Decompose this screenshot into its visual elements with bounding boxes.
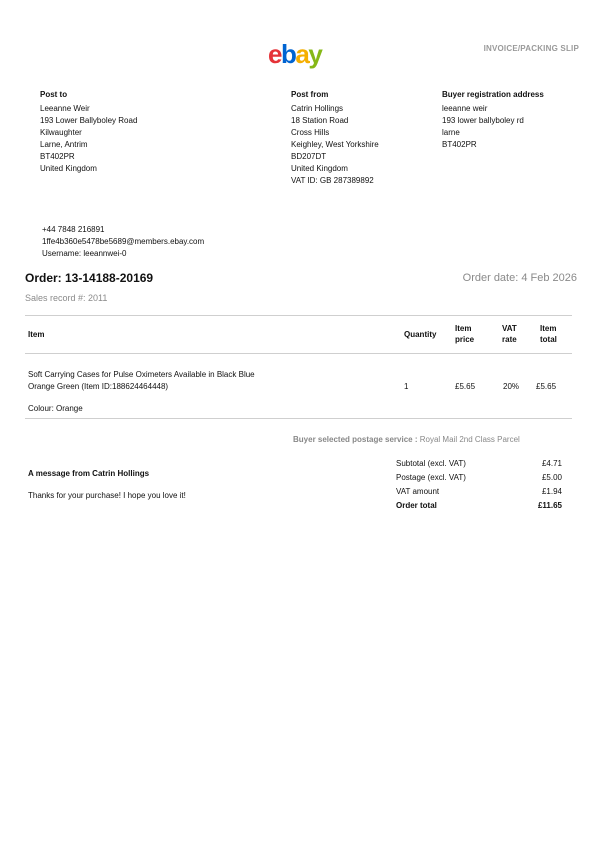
post-to-line: Leeanne Weir bbox=[40, 104, 90, 113]
order-number: Order: 13-14188-20169 bbox=[25, 271, 154, 285]
table-row bbox=[28, 369, 358, 393]
table-top-rule bbox=[25, 315, 572, 316]
item-variation: Colour: Orange bbox=[28, 404, 83, 413]
post-from-line: VAT ID: GB 287389892 bbox=[291, 176, 374, 185]
post-from-heading: Post from bbox=[291, 90, 329, 99]
buyer-registration-line: 193 lower ballyboley rd bbox=[442, 116, 524, 125]
buyer-registration-line: larne bbox=[442, 128, 460, 137]
post-from-line: BD207DT bbox=[291, 152, 327, 161]
order-date: Order date: 4 Feb 2026 bbox=[462, 272, 577, 284]
column-header-vat-rate-line: VAT bbox=[502, 324, 517, 333]
logo-letter-e: e bbox=[268, 39, 281, 69]
column-header-item-total-line: Item bbox=[540, 324, 557, 333]
post-to-line: BT402PR bbox=[40, 152, 75, 161]
vat-amount-value: £1.94 bbox=[541, 487, 562, 496]
post-from-line: United Kingdom bbox=[291, 164, 348, 173]
buyer-contact bbox=[42, 224, 204, 260]
logo-letter-b: b bbox=[280, 39, 296, 69]
postage-service-value: Royal Mail 2nd Class Parcel bbox=[419, 435, 520, 444]
column-header-vat-rate-line: rate bbox=[502, 335, 517, 344]
postage-value: £5.00 bbox=[541, 473, 562, 482]
post-to-line: United Kingdom bbox=[40, 164, 97, 173]
post-from-line: 18 Station Road bbox=[291, 116, 349, 125]
table-header-rule bbox=[25, 353, 572, 354]
buyer-registration-line: BT402PR bbox=[442, 140, 477, 149]
post-from-block bbox=[291, 89, 379, 187]
item-description-line: Orange Green (Item ID:188624464448) bbox=[28, 382, 169, 391]
subtotal-label: Subtotal (excl. VAT) bbox=[396, 459, 466, 468]
seller-message-body: Thanks for your purchase! I hope you love it! bbox=[28, 491, 186, 500]
vat-amount-label: VAT amount bbox=[396, 487, 440, 496]
postage-service-label: Buyer selected postage service : bbox=[293, 435, 418, 444]
column-header-item-price-line: price bbox=[455, 335, 475, 344]
post-to-line: Kilwaughter bbox=[40, 128, 82, 137]
item-price: £5.65 bbox=[455, 382, 476, 391]
post-to-block bbox=[40, 89, 137, 175]
column-header-item-total-line: total bbox=[540, 335, 557, 344]
column-header-vat-rate bbox=[502, 323, 517, 345]
column-header-item-total bbox=[540, 323, 557, 345]
column-header-item-price bbox=[455, 323, 474, 345]
buyer-registration-line: leeanne weir bbox=[442, 104, 488, 113]
post-from-line: Keighley, West Yorkshire bbox=[291, 140, 379, 149]
buyer-username: Username: leeannwei-0 bbox=[42, 249, 127, 258]
buyer-registration-block bbox=[442, 89, 544, 151]
postage-label: Postage (excl. VAT) bbox=[396, 473, 466, 482]
buyer-email: 1ffe4b360e5478be5689@members.ebay.com bbox=[42, 237, 205, 246]
sales-record: Sales record #: 2011 bbox=[25, 293, 108, 303]
post-from-line: Catrin Hollings bbox=[291, 104, 344, 113]
buyer-phone: +44 7848 216891 bbox=[42, 225, 105, 234]
subtotal-value: £4.71 bbox=[541, 459, 562, 468]
ebay-logo bbox=[268, 40, 321, 68]
post-to-heading: Post to bbox=[40, 90, 68, 99]
table-bottom-rule bbox=[25, 418, 572, 419]
post-from-line: Cross Hills bbox=[291, 128, 330, 137]
post-to-line: Larne, Antrim bbox=[40, 140, 88, 149]
order-total-label: Order total bbox=[396, 501, 437, 510]
document-title: INVOICE/PACKING SLIP bbox=[483, 44, 579, 53]
item-vat-rate: 20% bbox=[503, 382, 520, 391]
column-header-item-price-line: Item bbox=[455, 324, 472, 333]
item-description-line: Soft Carrying Cases for Pulse Oximeters Available in Black Blue bbox=[28, 370, 255, 379]
item-total: £5.65 bbox=[536, 382, 557, 391]
logo-letter-y: y bbox=[308, 39, 322, 69]
item-quantity: 1 bbox=[404, 382, 409, 391]
logo-letter-a: a bbox=[295, 39, 309, 69]
column-header-quantity: Quantity bbox=[404, 330, 437, 339]
order-total-value: £11.65 bbox=[537, 501, 562, 510]
seller-message-heading: A message from Catrin Hollings bbox=[28, 469, 150, 478]
postage-service bbox=[293, 435, 520, 444]
post-to-line: 193 Lower Ballyboley Road bbox=[40, 116, 138, 125]
column-header-item: Item bbox=[28, 330, 45, 339]
buyer-registration-heading: Buyer registration address bbox=[442, 90, 544, 99]
